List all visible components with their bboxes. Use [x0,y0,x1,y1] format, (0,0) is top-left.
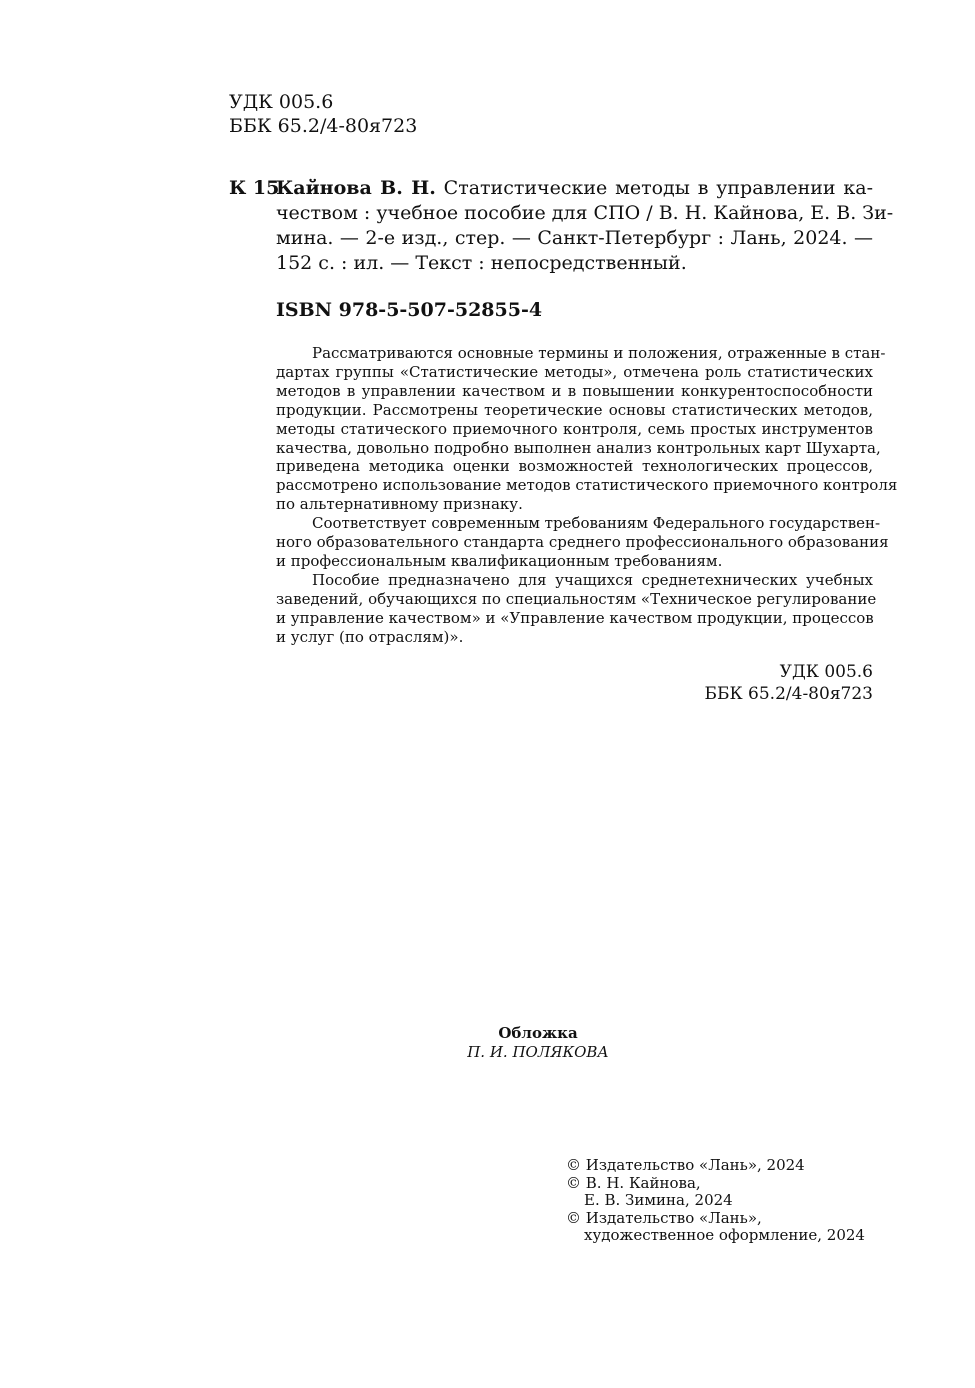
abstract-line: Пособие предназначено для учащихся среднетехнических учебных [312,570,873,589]
abstract-line: методы статического приемочного контроля, семь простых инструментов [276,419,873,438]
classification-codes-bottom [560,661,873,705]
abstract-line: и профессиональным квалификационным требованиям. [276,551,723,570]
abstract-line: Соответствует современным требованиям Федерального государствен- [312,514,881,533]
copyright-line: © Издательство «Лань», [566,1208,762,1227]
cover-label: Обложка [498,1024,578,1042]
bib-line-4: 152 с. : ил. — Текст : непосредственный. [276,252,687,274]
isbn: ISBN 978-5-507-52855-4 [276,299,543,321]
abstract-line: приведена методика оценки возможностей технологических процессов, [276,457,873,476]
abstract-line: по альтернативному признаку. [276,495,523,514]
udk-code: УДК 005.6 [779,662,873,682]
copyright-line: художественное оформление, 2024 [584,1226,865,1245]
copyright-line: © Издательство «Лань», 2024 [566,1156,805,1174]
bib-author: Кайнова В. Н. [276,177,436,199]
copyright-line: © В. Н. Кайнова, [566,1173,701,1192]
abstract-line: продукции. Рассмотрены теоретические основы статистических методов, [276,400,873,419]
abstract-line: Рассматриваются основные термины и положения, отраженные в стан- [312,344,886,362]
bbk-code: ББК 65.2/4-80я723 [704,684,873,704]
bib-line-3: мина. — 2-е изд., стер. — Санкт-Петербург : Лань, 2024. — [276,227,873,249]
abstract-line: рассмотрено использование методов статистического приемочного контроля [276,476,898,495]
abstract-line: качества, довольно подробно выполнен анализ контрольных карт Шухарта, [276,438,881,457]
bibliographic-record [276,176,894,276]
abstract-line: ного образовательного стандарта среднего профессионального образования [276,533,889,552]
abstract [276,344,898,647]
abstract-line: и услуг (по отраслям)». [276,627,464,646]
bib-title-start: Статистические методы в управлении ка- [443,177,874,199]
copyright-line: Е. В. Зимина, 2024 [584,1191,733,1210]
classification-codes-top [229,90,417,138]
bib-line-1 [276,176,873,201]
bbk-code: ББК 65.2/4-80я723 [229,115,418,137]
author-catalog-code: К 15 [229,177,280,199]
cover-artist: П. И. ПОЛЯКОВА [467,1043,609,1061]
cover-credit [388,1024,688,1062]
bib-line-2: чеством : учебное пособие для СПО / В. Н. Кайнова, Е. В. Зи- [276,202,894,224]
udk-code: УДК 005.6 [229,91,334,113]
abstract-line: и управление качеством» и «Управление качеством продукции, процессов [276,608,874,627]
copyright-notice [566,1157,865,1245]
abstract-line: заведений, обучающихся по специальностям «Техническое регулирование [276,589,877,608]
abstract-line: дартах группы «Статистические методы», отмечена роль статистических [276,362,873,381]
abstract-line: методов в управлении качеством и в повышении конкурентоспособности [276,381,873,400]
